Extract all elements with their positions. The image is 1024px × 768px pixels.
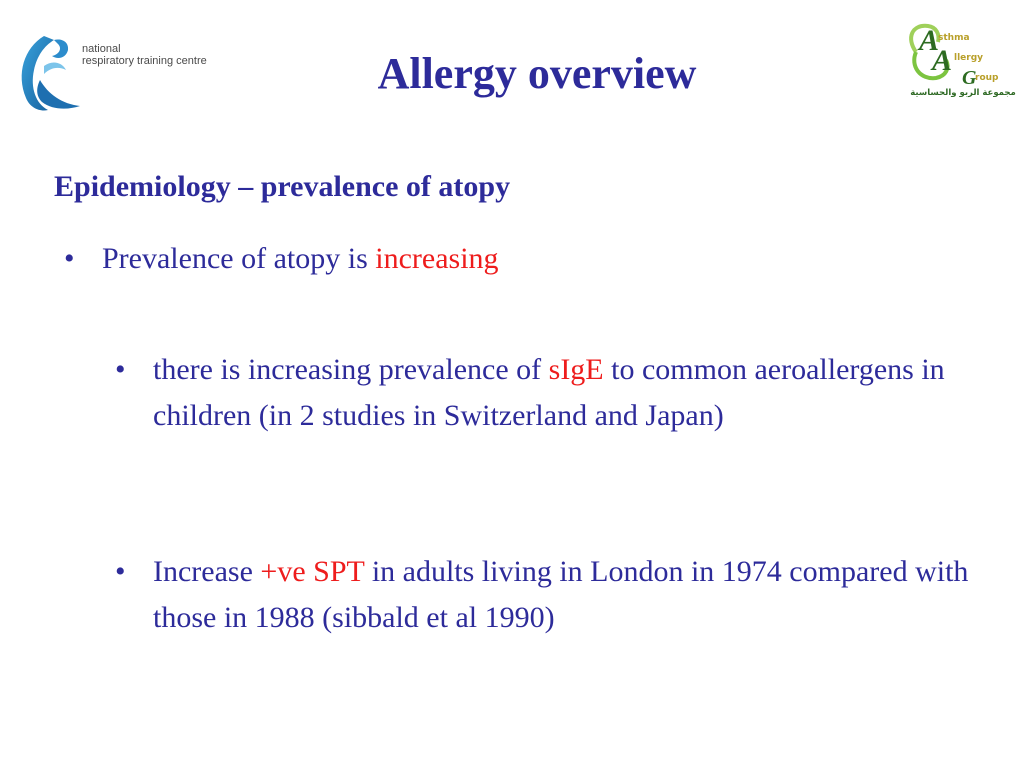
bullet1-highlight: increasing <box>375 242 499 275</box>
bullet2-highlight: sIgE <box>548 353 604 386</box>
logo-word-roup: roup <box>975 73 999 83</box>
bullet-text <box>153 347 983 439</box>
logo-letter-a1: A <box>919 24 940 57</box>
logo-arabic-caption: مجموعة الربو والحساسية <box>910 88 1016 98</box>
bullet3-text-after: in adults living in London in 1974 compared with those in 1988 (sibbald et al 1990) <box>153 555 969 634</box>
bullet3-highlight-spt: SPT <box>313 555 365 588</box>
slide-subtitle: Epidemiology – prevalence of atopy <box>54 170 511 203</box>
logo-letter-g: G <box>962 67 977 89</box>
bullet3-text-before: Increase <box>153 555 261 588</box>
bullet1-text: Prevalence of atopy is <box>102 242 376 275</box>
logo-word-llergy: llergy <box>954 53 984 63</box>
bullet2-text-after: to common aeroallergens in children (in 2 studies in Switzerland and Japan) <box>153 353 945 432</box>
logo-word-sthma: sthma <box>938 33 970 43</box>
bullet-text <box>153 549 983 641</box>
bullet-marker: • <box>64 242 75 275</box>
bullet-text <box>102 239 499 279</box>
nrtc-logo-line1: national <box>82 43 121 55</box>
logo-letter-a2: A <box>932 44 953 77</box>
bullet3-highlight-ve: +ve <box>260 555 306 588</box>
nrtc-logo-line2: respiratory training centre <box>82 55 207 67</box>
bullet2-text-before: there is increasing prevalence of <box>153 353 549 386</box>
slide-title: Allergy overview <box>377 49 697 98</box>
bullet-marker: • <box>115 353 126 386</box>
bullet-marker: • <box>115 555 126 588</box>
